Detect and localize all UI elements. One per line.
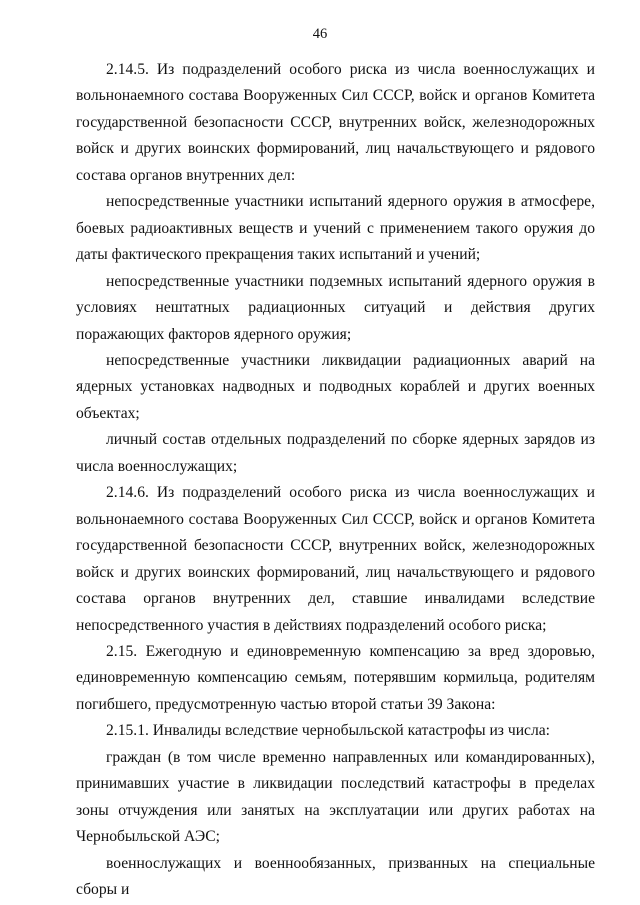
paragraph-assembly-personnel: личный состав отдельных подразделений по сборке ядерных зарядов из числа военнослужащих; [76,431,595,475]
paragraph-2-14-6: 2.14.6. Из подразделений особого риска из числа военнослужащих и вольнонаемного состава Вооруженных Сил СССР, войск и органов Комитета государственной безопасности СССР, внутренних войск, железнодорожных войск и других воинских формирований, лиц начальствующего и рядового состава органов внутренних дел, ставшие инвалидами вследствие непосредственного участия в действиях подразделений особого риска; [76,484,595,634]
document-body [76,57,595,899]
paragraph-underground-tests: непосредственные участники подземных испытаний ядерного оружия в условиях нештатных радиационных ситуаций и действия других поражающих факторов ядерного оружия; [76,272,595,343]
page-number: 46 [312,26,328,42]
paragraph-citizens: граждан (в том числе временно направленных или командированных), принимавших участие в ликвидации последствий катастрофы в пределах зоны отчуждения или занятых на эксплуатации или других работах на Чернобыльской АЭС; [76,748,595,846]
paragraph-atmospheric-tests: непосредственные участники испытаний ядерного оружия в атмосфере, боевых радиоактивных веществ и учений с применением такого оружия до даты фактического прекращения таких испытаний и учений; [76,193,595,264]
paragraph-2-15: 2.15. Ежегодную и единовременную компенсацию за вред здоровью, единовременную компенсацию семьям, потерявшим кормильца, родителям погибшего, предусмотренную частью второй статьи 39 Закона: [76,642,595,713]
paragraph-2-15-1: 2.15.1. Инвалиды вследствие чернобыльской катастрофы из числа: [106,722,551,740]
paragraph-accident-liquidation: непосредственные участники ликвидации радиационных аварий на ядерных установках надводных и подводных кораблей и других военных объектах; [76,351,595,422]
paragraph-2-14-5: 2.14.5. Из подразделений особого риска из числа военнослужащих и вольнонаемного состава Вооруженных Сил СССР, войск и органов Комитета государственной безопасности СССР, внутренних войск, железнодорожных войск и других воинских формирований, лиц начальствующего и рядового состава органов внутренних дел: [76,61,595,184]
paragraph-servicemen: военнослужащих и военнообязанных, призванных на специальные сборы и [76,854,595,899]
